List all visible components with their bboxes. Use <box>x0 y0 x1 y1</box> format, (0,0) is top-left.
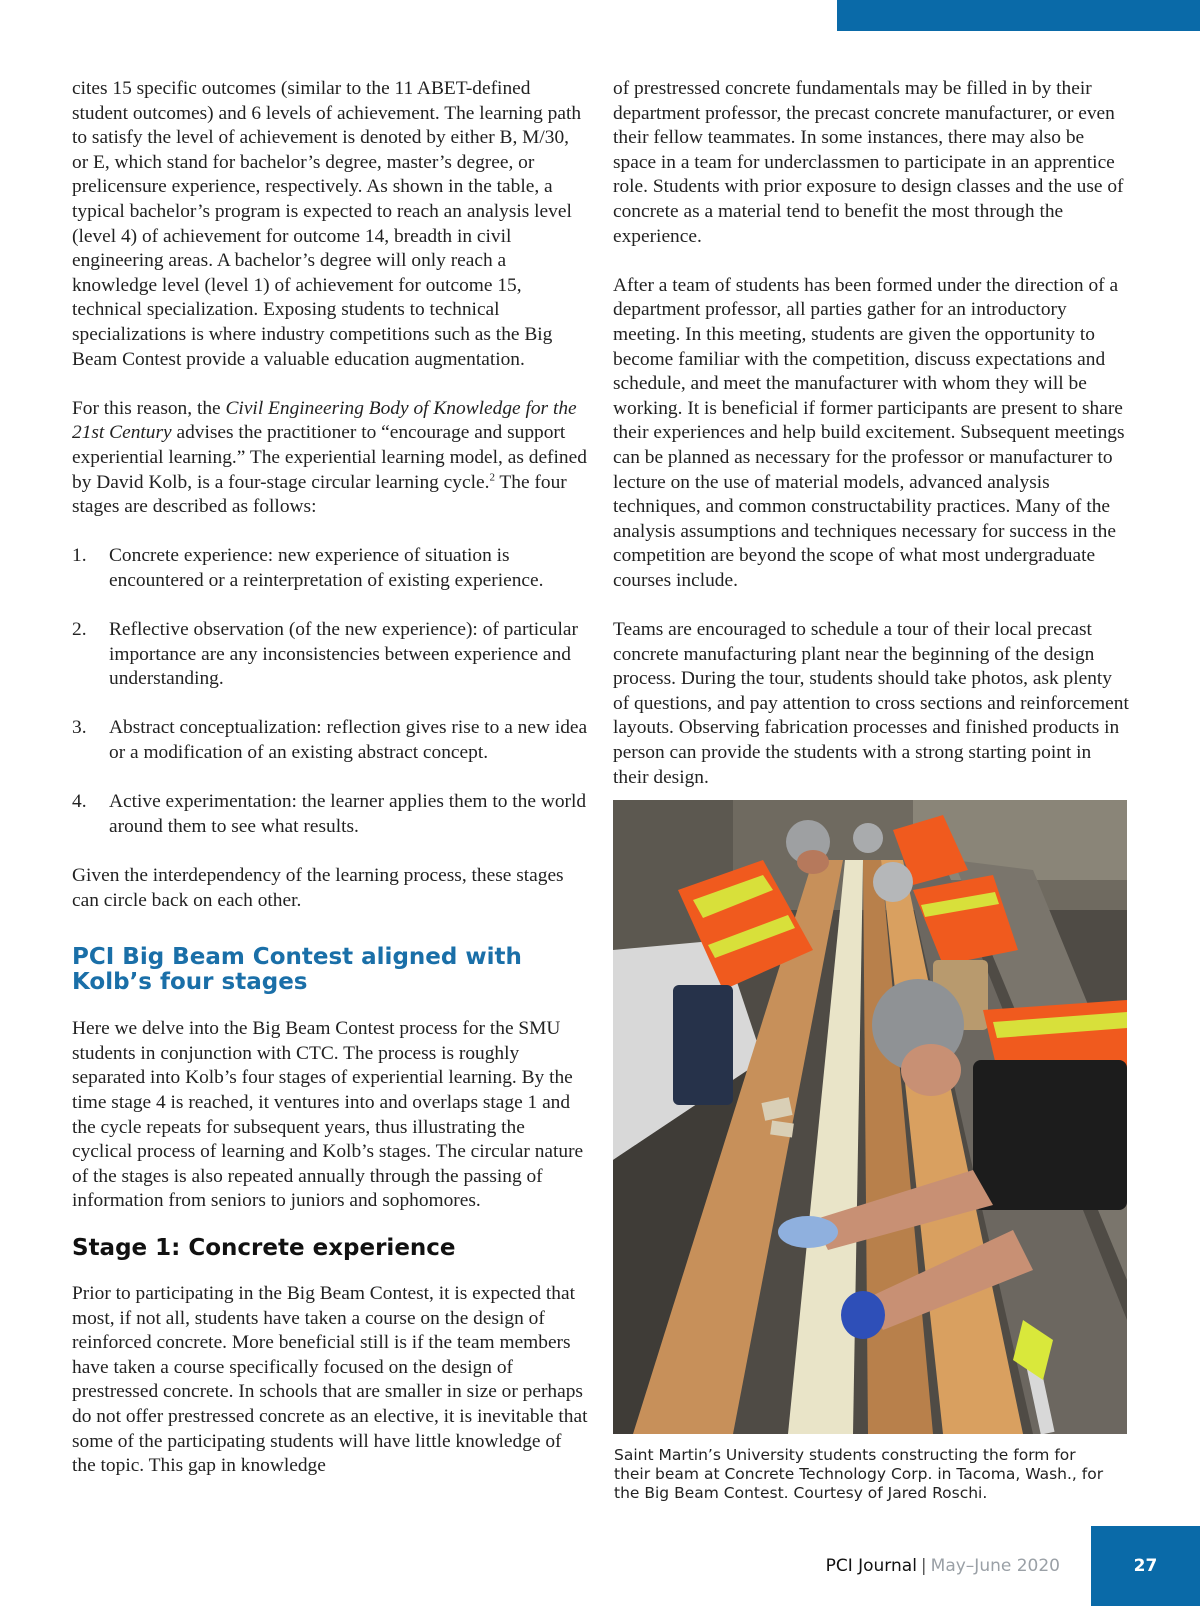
list-item: 3. Abstract conceptualization: reflection gives rise to a new idea or a modification of an existing abstract concept. <box>72 717 588 764</box>
book-title: Civil Engineering Body of Knowledge for the 21st Century <box>72 397 577 444</box>
body-paragraph: Here we delve into the Big Beam Contest process for the SMU students in conjunction with CTC. The process is roughly separated into Kolb’s four stages of experiential learning. By the time stage 4 is reached, it ventures into and overlaps stage 1 and the cycle repeats for subsequent years, thus illustrating the cyclical process of learning and Kolb’s stages. The circular nature of the stages is also repeated annually through the passing of information from seniors to juniors and sophomores. <box>72 1018 584 1212</box>
body-paragraph: Given the interdependency of the learning process, these stages can circle back on each other. <box>72 865 564 911</box>
body-paragraph: Prior to participating in the Big Beam Contest, it is expected that most, if not all, students have taken a course on the design of reinforced concrete. More beneficial still is if the team members have taken a course specifically focused on the design of prestressed concrete. In schools that are smaller in size or perhaps do not offer prestressed concrete as an elective, it is inevitable that some of the participating students will have little knowledge of the topic. This gap in knowledge <box>72 1282 588 1477</box>
subsection-heading: Stage 1: Concrete experience <box>72 1234 456 1261</box>
page-number: 27 <box>1091 1526 1200 1606</box>
kolb-stages-list <box>72 544 588 839</box>
footer-journal-info <box>826 1556 1060 1576</box>
body-paragraph: Teams are encouraged to schedule a tour of their local precast concrete manufacturing plant near the beginning of the design process. During the tour, students should take photos, ask plenty of questions, and pay attention to cross sections and reinforcement layouts. Observing fabrication processes and finished products in person can provide the students with a strong starting point in their design. <box>613 619 1129 788</box>
body-paragraph: of prestressed concrete fundamentals may be filled in by their department professor, the precast concrete manufacturer, or even their fellow teammates. In some instances, there may also be space in a team for underclassmen to participate in an apprentice role. Students with prior exposure to design classes and the use of concrete as a material tend to benefit the most through the experience. <box>613 78 1124 247</box>
list-item: 2. Reflective observation (of the new experience): of particular importance are any inconsistencies between experience and understanding. <box>72 619 578 690</box>
footer-separator: | <box>920 1556 927 1576</box>
journal-name: PCI Journal <box>825 1556 917 1576</box>
header-accent-bar <box>837 0 1200 31</box>
photo-caption: Saint Martin’s University students constructing the form for their beam at Concrete Technology Corp. in Tacoma, Wash., for the Big Beam Contest. Courtesy of Jared Roschi. <box>614 1446 1104 1502</box>
issue-date: May–June 2020 <box>930 1556 1060 1576</box>
right-column <box>613 77 1129 790</box>
section-heading: PCI Big Beam Contest aligned with Kolb’s four stages <box>72 944 522 996</box>
body-paragraph: After a team of students has been formed under the direction of a department professor, all parties gather for an introductory meeting. In this meeting, students are given the opportunity to become familiar with the competition, discuss expectations and schedule, and meet the manufacturer with whom they will be working. It is beneficial if former participants are present to share their experiences and help build excitement. Subsequent meetings can be planned as necessary for the professor or manufacturer to lecture on the use of material models, advanced analysis techniques, and common constructability practices. Many of the analysis assumptions and techniques necessary for success in the competition are beyond the scope of what most undergraduate courses include. <box>613 274 1125 591</box>
list-item: 4. Active experimentation: the learner applies them to the world around them to see what results. <box>72 791 587 837</box>
body-paragraph: cites 15 specific outcomes (similar to the 11 ABET-defined student outcomes) and 6 levels of achievement. The learning path to satisfy the level of achievement is denoted by either B, M/30, or E, which stand for bachelor’s degree, master’s degree, or prelicensure experience, respectively. As shown in the table, a typical bachelor’s program is expected to reach an analysis level (level 4) of achievement for outcome 14, breadth in civil engineering areas. A bachelor’s degree will only reach a knowledge level (level 1) of achievement for outcome 15, technical specialization. Exposing students to technical specializations is where industry competitions such as the Big Beam Contest provide a valuable education augmentation. <box>72 78 582 370</box>
list-item: 1. Concrete experience: new experience of situation is encountered or a reinterpretation of existing experience. <box>72 545 544 591</box>
body-paragraph: For this reason, the Civil Engineering Body of Knowledge for the 21st Century advises the practitioner to “encourage and support experiential learning.” The experiential learning model, as defined by David Kolb, is a four-stage circular learning cycle.$^2$ The four stages are described as follows: <box>72 397 587 518</box>
left-column <box>72 77 588 1479</box>
workers-photo <box>613 800 1127 1434</box>
footnote-ref: 2 <box>489 471 495 484</box>
